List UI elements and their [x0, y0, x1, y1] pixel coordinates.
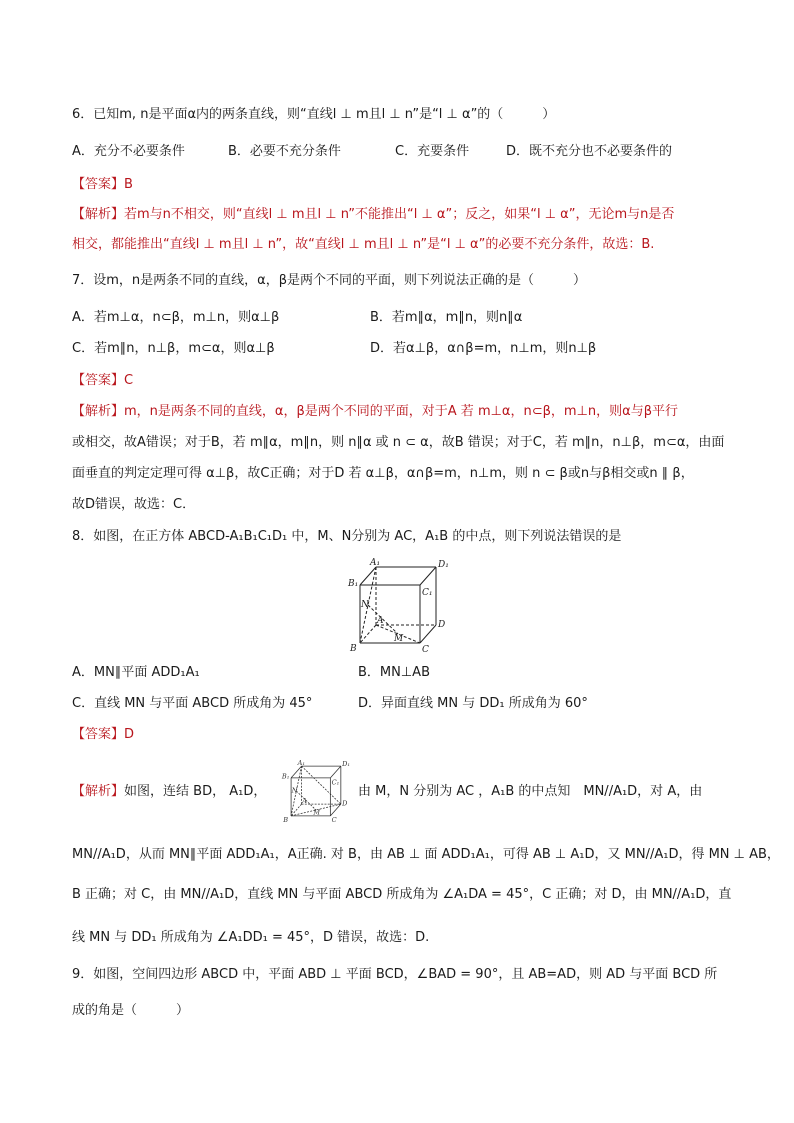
- label-c1-small: C₁: [331, 778, 340, 787]
- q6-answer-line: [72, 176, 722, 194]
- q6-analysis-line-1: [72, 206, 722, 224]
- q7-option-a: A．若m⊥α，n⊂β，m⊥n，则α⊥β: [72, 310, 280, 325]
- q8-analysis-line-1a: [72, 783, 266, 801]
- label-a-small: A: [302, 796, 307, 805]
- q7-analysis-text-1: m，n是两条不同的直线，α，β是两个不同的平面，对于A 若 m⊥α，n⊂β，m⊥n，则α与β平行: [124, 404, 679, 419]
- answer-tag: 【答案】: [72, 373, 125, 388]
- q7-analysis-line-4: 故D错误，故选：C．: [72, 497, 196, 512]
- cube-figure-small: [278, 754, 350, 828]
- label-a1-small: A₁: [297, 758, 305, 767]
- q7-stem: 7．设m，n是两条不同的直线，α，β是两个不同的平面，则下列说法正确的是（ ）: [72, 273, 587, 288]
- q8-answer: D: [124, 727, 135, 742]
- answer-tag: 【答案】: [72, 177, 125, 192]
- label-d: D: [438, 620, 446, 630]
- analysis-tag: 【解析】: [72, 784, 125, 799]
- q6-option-a: A．充分不必要条件: [72, 144, 185, 159]
- q9-stem-line-1: 9．如图，空间四边形 ABCD 中，平面 ABD ⊥ 平面 BCD，∠BAD = 90°，且 AB=AD，则 AD 与平面 BCD 所: [72, 967, 718, 982]
- label-d1: D₁: [438, 560, 449, 570]
- q6-answer: B: [124, 177, 133, 192]
- answer-tag: 【答案】: [72, 727, 125, 742]
- label-b1-small: B₁: [281, 772, 290, 781]
- analysis-tag: 【解析】: [72, 207, 125, 222]
- label-b1: B₁: [348, 579, 359, 589]
- label-c1: C₁: [422, 588, 433, 598]
- label-m-small: M: [313, 808, 321, 817]
- q8-option-b: B．MN⊥AB: [358, 665, 430, 680]
- q6-stem: 6．已知m, n是平面α内的两条直线，则“直线l ⊥ m且l ⊥ n”是“l ⊥ α”的（ ）: [72, 107, 556, 122]
- cube-figure: [340, 555, 450, 655]
- q8-option-a: A．MN∥平面 ADD₁A₁: [72, 665, 200, 680]
- q8-option-d: D．异面直线 MN 与 DD₁ 所成角为 60°: [358, 696, 588, 711]
- label-n-small: N: [291, 786, 298, 795]
- q7-analysis-line-3: 面垂直的判定定理可得 α⊥β，故C正确；对于D 若 α⊥β，α∩β=m，n⊥m，则 n ⊂ β或n与β相交或n ∥ β，: [72, 466, 694, 481]
- q8-analysis-line-3: B 正确；对 C，由 MN//A₁D，直线 MN 与平面 ABCD 所成角为 ∠A₁DA = 45°，C 正确；对 D，由 MN//A₁D，直: [72, 887, 732, 902]
- q6-analysis-line-2: 相交，都能推出“直线l ⊥ m且l ⊥ n”，故“直线l ⊥ m且l ⊥ n”是“l ⊥ α”的必要不充分条件，故选：B.: [72, 237, 655, 252]
- q8-analysis-line-4: 线 MN 与 DD₁ 所成角为 ∠A₁DD₁ = 45°，D 错误，故选：D.: [72, 930, 430, 945]
- q7-option-b: B．若m∥α，m∥n，则n∥α: [370, 310, 523, 325]
- label-n: N: [361, 600, 369, 610]
- q7-analysis-line-1: [72, 403, 722, 421]
- q7-answer: C: [124, 373, 134, 388]
- label-d1-small: D₁: [342, 760, 350, 769]
- q7-analysis-line-2: 或相交，故A错误；对于B，若 m∥α，m∥n，则 n∥α 或 n ⊂ α，故B 错误；对于C，若 m∥n，n⊥β，m⊂α，由面: [72, 435, 725, 450]
- q8-answer-line: [72, 726, 722, 744]
- q6-option-b: B．必要不充分条件: [228, 144, 341, 159]
- label-d-small: D: [342, 799, 348, 808]
- q6-analysis-text-1: 若m与n不相交，则“直线l ⊥ m且l ⊥ n”不能推出“l ⊥ α”；反之，如果“l ⊥ α”，无论m与n是否: [124, 207, 675, 222]
- q8-analysis-text-1a: 如图，连结 BD， A₁D，: [124, 784, 267, 799]
- label-a1: A₁: [370, 558, 381, 568]
- analysis-tag: 【解析】: [72, 404, 125, 419]
- q8-stem: 8．如图，在正方体 ABCD-A₁B₁C₁D₁ 中，M、N分别为 AC，A₁B 的中点，则下列说法错误的是: [72, 529, 622, 544]
- q6-option-d: D．既不充分也不必要条件的: [506, 144, 673, 159]
- q7-option-d: D．若α⊥β，α∩β=m，n⊥m，则n⊥β: [370, 341, 597, 356]
- q8-option-c: C．直线 MN 与平面 ABCD 所成角为 45°: [72, 696, 313, 711]
- q8-analysis-line-1b: 由 M，N 分别为 AC ，A₁B 的中点知 MN//A₁D，对 A，由: [358, 784, 703, 799]
- label-c: C: [422, 645, 429, 655]
- label-m: M: [394, 634, 404, 644]
- label-a: A: [377, 616, 384, 626]
- label-b-small: B: [283, 815, 289, 824]
- label-b: B: [350, 644, 357, 654]
- q7-answer-line: [72, 372, 722, 390]
- q6-option-c: C．充要条件: [395, 144, 470, 159]
- q8-analysis-line-2: MN//A₁D，从而 MN∥平面 ADD₁A₁，A正确. 对 B，由 AB ⊥ 面 ADD₁A₁，可得 AB ⊥ A₁D，又 MN//A₁D，得 MN ⊥ AB，: [72, 847, 780, 862]
- q7-option-c: C．若m∥n，n⊥β，m⊂α，则α⊥β: [72, 341, 275, 356]
- q9-stem-line-2: 成的角是（ ）: [72, 1003, 190, 1018]
- label-c-small: C: [331, 815, 337, 824]
